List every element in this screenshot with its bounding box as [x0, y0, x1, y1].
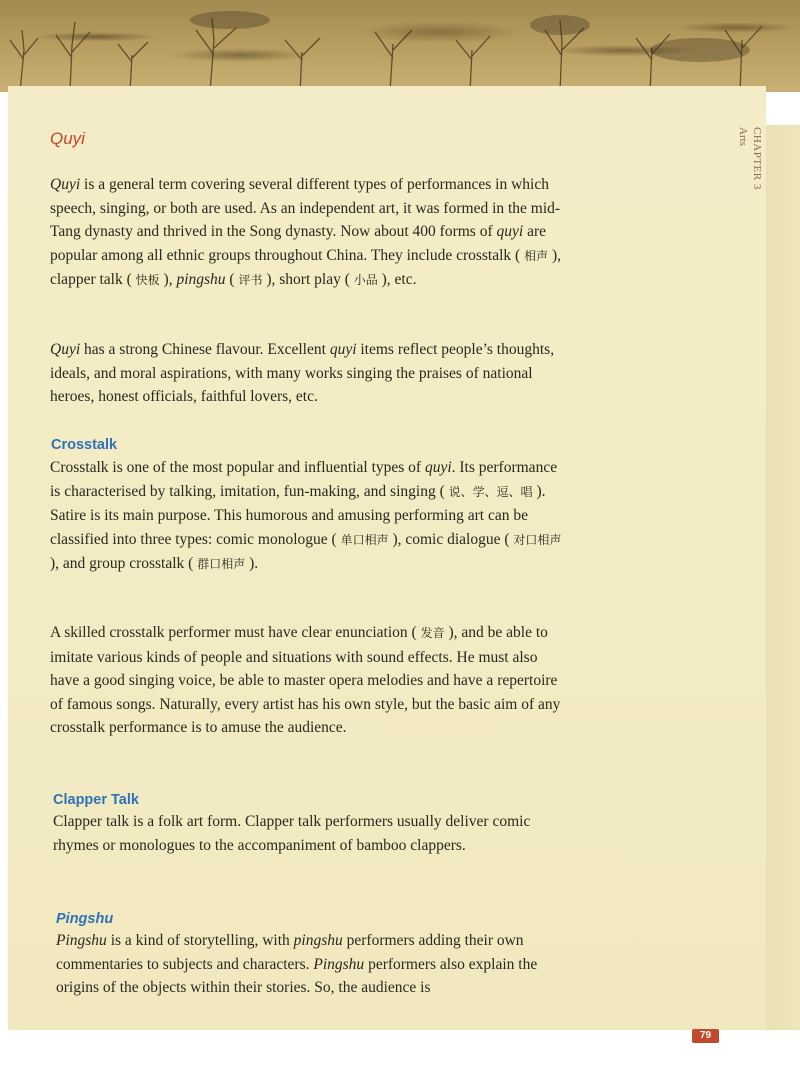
quyi-paragraph-2: Quyi has a strong Chinese flavour. Excellent quyi items reflect people’s thoughts, ideals, and moral aspirations, with many works singing the praises of national heroes, honest officials, faithful lovers, etc.: [50, 341, 555, 405]
crosstalk-paragraph-2: A skilled crosstalk performer must have clear enunciation ( 发音 ), and be able to imitate various kinds of people and situations with sound effects. He must also have a good singing voice, be able to master opera melodies and have a repertoire of famous songs. Naturally, every artist has his own style, but the basic aim of any crosstalk performance is to amuse the audience.: [50, 624, 561, 736]
header-landscape-painting: [0, 0, 800, 92]
quyi-paragraph-1: Quyi is a general term covering several different types of performances in which speech, singing, or both are used. As an independent art, it was formed in the mid-Tang dynasty and thrived in the Song dynasty. Now about 400 forms of quyi are popular among all ethnic groups throughout China. They include crosstalk ( 相声 ), clapper talk ( 快板 ), pingshu ( 评书 ), short play ( 小品 ), etc.: [50, 176, 562, 288]
section-title-crosstalk: Crosstalk: [51, 437, 118, 453]
section-title-pingshu: Pingshu: [56, 911, 114, 927]
section-title-quyi: Quyi: [50, 129, 85, 148]
landscape-trees-illustration: [0, 0, 800, 92]
chapter-title: Arts: [737, 127, 749, 146]
page-edge: [766, 125, 800, 1030]
chapter-label: CHAPTER 3: [751, 127, 763, 190]
pingshu-paragraph: Pingshu is a kind of storytelling, with pingshu performers adding their own commentaries to subjects and characters. Pingshu performers also explain the origins of the objects within their stories. So, the audience is: [56, 932, 538, 996]
page-number: 79: [692, 1029, 719, 1043]
chapter-tab: [735, 127, 771, 247]
clapper-paragraph: Clapper talk is a folk art form. Clapper talk performers usually deliver comic rhymes or monologues to the accompaniment of bamboo clappers.: [53, 813, 531, 854]
crosstalk-paragraph-1: Crosstalk is one of the most popular and influential types of quyi. Its performance is characterised by talking, imitation, fun-making, and singing ( 说、学、逗、唱 ). Satire is its main purpose. This humorous and amusing performing art can be classified into three types: comic monologue ( 单口相声 ), comic dialogue ( 对口相声 ), and group crosstalk ( 群口相声 ).: [50, 459, 562, 572]
section-title-clapper-talk: Clapper Talk: [53, 792, 139, 808]
